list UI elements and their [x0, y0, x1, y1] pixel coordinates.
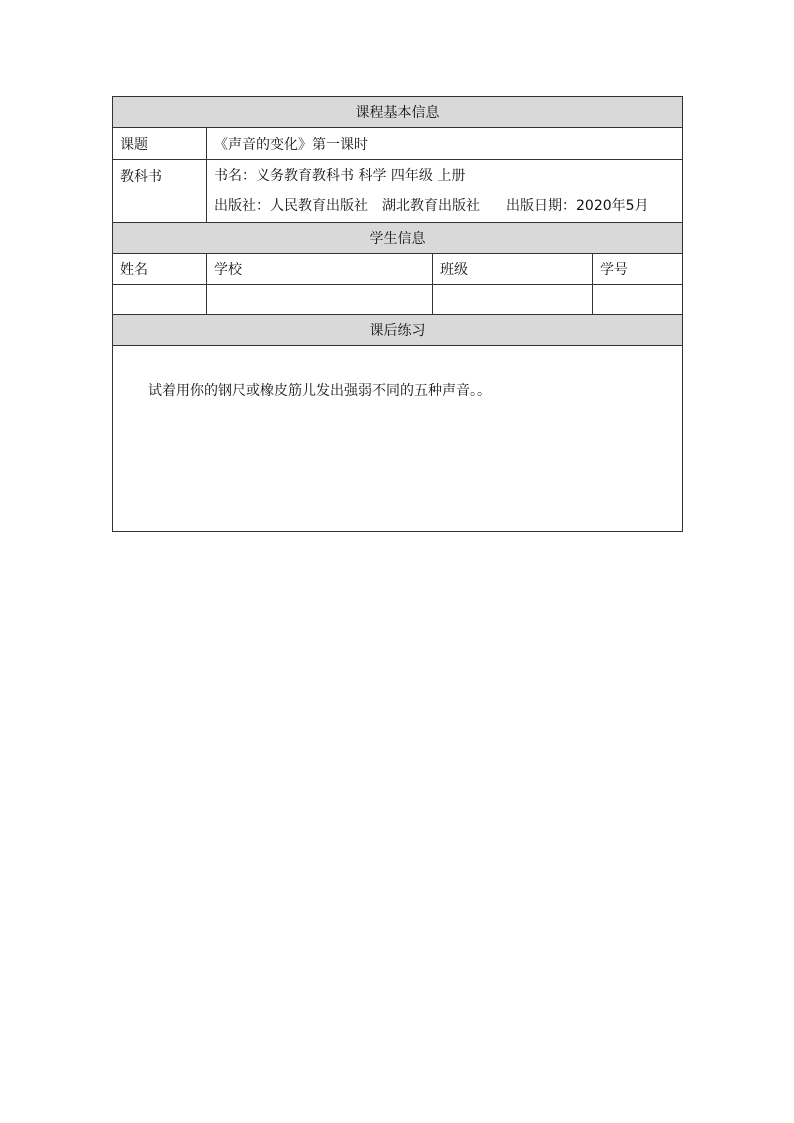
textbook-label: 教科书 [113, 160, 207, 223]
topic-label: 课题 [113, 128, 207, 160]
student-info-header: 学生信息 [113, 223, 683, 254]
student-header-class: 班级 [433, 254, 593, 285]
pub-month: 5 [625, 198, 635, 214]
pub-year: 2020 [576, 198, 612, 214]
exercise-area [113, 346, 683, 532]
publisher-1: 人民教育出版社 [270, 198, 368, 214]
exercise-header: 课后练习 [113, 315, 683, 346]
course-info-table [112, 96, 683, 532]
pub-date [506, 198, 649, 214]
student-class-field[interactable] [433, 285, 593, 315]
student-header-id: 学号 [593, 254, 683, 285]
student-id-field[interactable] [593, 285, 683, 315]
book-name-line [214, 161, 682, 191]
student-school-field[interactable] [207, 285, 433, 315]
book-name-value: 义务教育教科书 科学 四年级 上册 [256, 168, 466, 184]
pub-date-label: 出版日期： [506, 198, 576, 214]
student-header-name: 姓名 [113, 254, 207, 285]
student-header-school: 学校 [207, 254, 433, 285]
month-unit: 月 [634, 198, 649, 214]
topic-value: 《声音的变化》第一课时 [207, 128, 683, 160]
exercise-text: 试着用你的钢尺或橡皮筋儿发出强弱不同的五种声音。。 [148, 383, 491, 399]
book-name-label: 书名： [214, 168, 256, 184]
course-info-header: 课程基本信息 [113, 97, 683, 128]
textbook-details [207, 160, 683, 223]
year-unit: 年 [611, 198, 626, 214]
publisher-line [214, 191, 682, 221]
student-name-field[interactable] [113, 285, 207, 315]
publisher-2: 湖北教育出版社 [382, 198, 480, 214]
publisher-label: 出版社： [214, 198, 270, 214]
